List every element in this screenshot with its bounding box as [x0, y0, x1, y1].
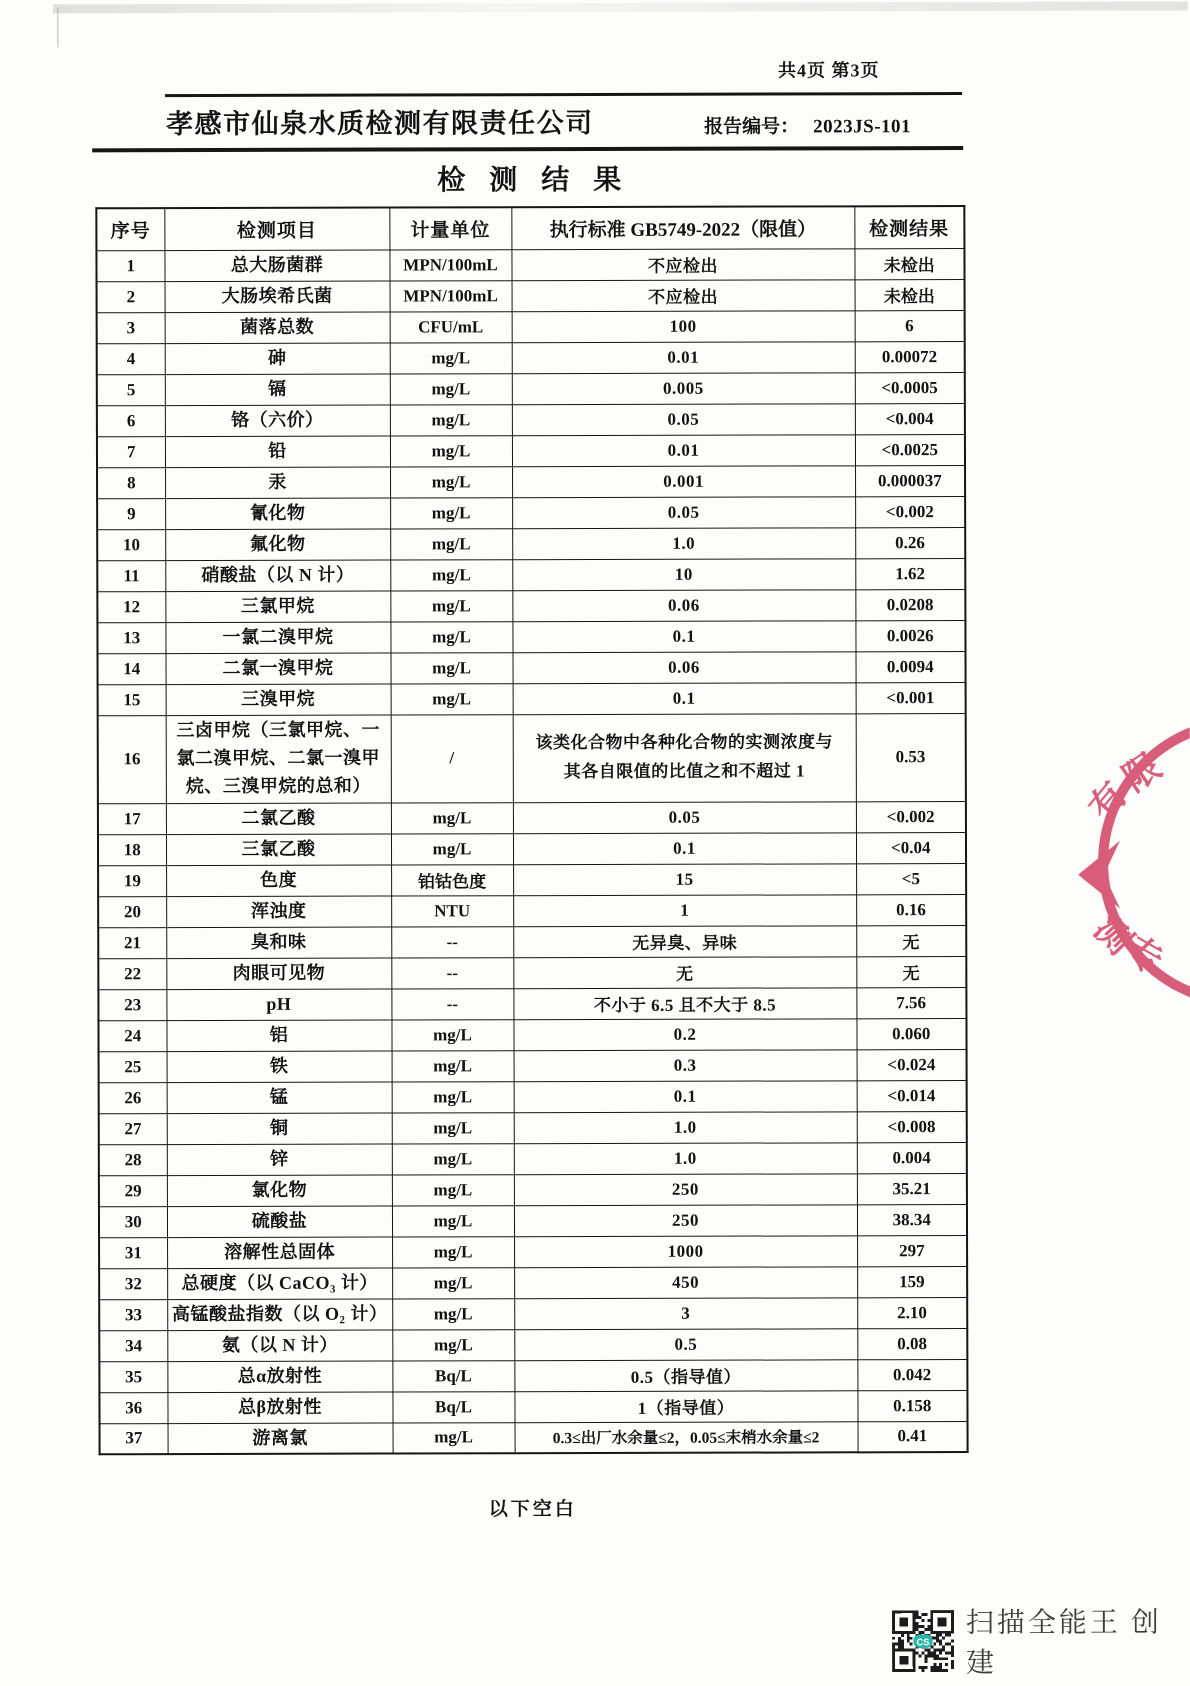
table-row: [99, 1390, 967, 1423]
cell-test-item: 总大肠菌群: [164, 250, 389, 282]
cell-test-item: 一氯二溴甲烷: [165, 622, 390, 654]
cell-standard-limit: 0.005: [512, 372, 855, 404]
table-row: [99, 1297, 967, 1330]
cell-test-item: 铝: [166, 1020, 391, 1052]
cell-standard-limit: 1.0: [514, 1142, 857, 1174]
cell-test-item: 铁: [167, 1051, 392, 1083]
cell-result: <0.024: [857, 1049, 967, 1080]
cell-unit: mg/L: [392, 1143, 514, 1174]
cell-serial-number: 37: [100, 1423, 168, 1454]
table-row: [98, 987, 966, 1020]
table-row: [98, 925, 966, 958]
cell-standard-limit: 0.06: [513, 651, 856, 683]
cell-standard-limit: 0.05: [513, 801, 856, 833]
results-table-body: [96, 248, 967, 1454]
cell-result: 0.16: [856, 894, 966, 925]
cell-unit: --: [391, 988, 513, 1019]
cell-result: 未检出: [854, 248, 964, 279]
cell-unit: MPN/100mL: [389, 249, 511, 280]
cell-test-item: 锌: [167, 1144, 392, 1176]
scan-artifact-left: [57, 7, 59, 47]
cell-unit: CFU/mL: [390, 311, 512, 342]
seal-char: 有: [1081, 774, 1136, 828]
table-row: [97, 527, 965, 560]
cell-unit: mg/L: [390, 497, 512, 528]
cell-standard-limit: 0.2: [513, 1018, 856, 1050]
table-row: [98, 1018, 966, 1051]
cell-test-item: 三溴甲烷: [166, 684, 391, 716]
cell-test-item: 氨（以 N 计）: [167, 1330, 392, 1362]
cell-unit: mg/L: [391, 833, 513, 864]
company-name: 孝感市仙泉水质检测有限责任公司: [166, 108, 594, 140]
table-row: [99, 1080, 967, 1113]
cell-test-item: 镉: [165, 374, 390, 406]
cell-test-item: 菌落总数: [165, 312, 390, 344]
cell-test-item: 氰化物: [165, 498, 390, 530]
cell-standard-limit: 3: [514, 1297, 857, 1329]
header-divider-top: [165, 92, 962, 97]
cell-unit: mg/L: [393, 1422, 515, 1453]
cell-unit: mg/L: [392, 1081, 514, 1112]
cell-standard-limit: 1000: [514, 1235, 857, 1267]
cell-unit: mg/L: [392, 1329, 514, 1360]
cell-serial-number: 5: [97, 374, 165, 405]
page-title: 检测结果: [437, 164, 646, 197]
cell-standard-limit: 1（指导值）: [514, 1390, 857, 1422]
cell-unit: mg/L: [392, 1267, 514, 1298]
table-row: [99, 1111, 967, 1144]
cell-test-item: 三氯甲烷: [165, 591, 390, 623]
cell-test-item: 砷: [165, 343, 390, 375]
cell-result: 35.21: [857, 1173, 967, 1204]
cell-result: 0.004: [857, 1142, 967, 1173]
seal-star-fragment: [1078, 841, 1120, 909]
cell-standard-limit: 450: [514, 1266, 857, 1298]
red-seal-fragment: [1028, 690, 1190, 1020]
cell-serial-number: 26: [99, 1082, 167, 1113]
scanner-app-label: 扫描全能王 创建: [965, 1607, 1162, 1680]
page-indicator: 共4页 第3页: [777, 60, 880, 81]
cell-standard-limit: 0.01: [512, 434, 855, 466]
cell-standard-limit: 0.1: [513, 682, 856, 714]
cell-unit: mg/L: [390, 373, 512, 404]
cell-unit: --: [391, 957, 513, 988]
table-header-row: [96, 206, 964, 250]
cell-serial-number: 1: [96, 250, 164, 281]
cell-test-item: 总硬度（以 CaCO₃ 计）: [167, 1268, 392, 1300]
cell-result: <0.0025: [855, 434, 965, 465]
report-number-label: 报告编号：: [704, 116, 800, 138]
cell-standard-limit: 该类化合物中各种化合物的实测浓度与其各自限值的比值之和不超过 1: [513, 713, 856, 802]
cell-standard-limit: 0.01: [512, 341, 855, 373]
cell-test-item: 浑浊度: [166, 896, 391, 928]
cell-serial-number: 11: [97, 560, 165, 591]
cell-standard-limit: 0.5（指导值）: [514, 1359, 857, 1391]
cell-serial-number: 3: [97, 312, 165, 343]
cell-standard-limit: 250: [514, 1173, 857, 1205]
cell-serial-number: 18: [98, 834, 166, 865]
cell-result: 0.26: [855, 527, 965, 558]
column-header-item: 检测项目: [164, 208, 389, 251]
table-row: [97, 496, 965, 529]
cell-test-item: 硝酸盐（以 N 计）: [165, 560, 390, 592]
table-row: [97, 434, 965, 467]
cell-unit: mg/L: [391, 802, 513, 833]
cell-test-item: 色度: [166, 865, 391, 897]
table-row: [98, 894, 966, 927]
cell-serial-number: 20: [98, 896, 166, 927]
cell-test-item: 汞: [165, 467, 390, 499]
cell-serial-number: 2: [97, 281, 165, 312]
table-row: [99, 1204, 967, 1237]
cell-test-item: 肉眼可见物: [166, 958, 391, 990]
cell-result: 0.0094: [856, 651, 966, 682]
cell-result: 0.08: [857, 1328, 967, 1359]
cell-serial-number: 8: [97, 467, 165, 498]
cell-unit: mg/L: [392, 1236, 514, 1267]
cell-test-item: pH: [166, 989, 391, 1021]
cell-result: 0.042: [857, 1359, 967, 1390]
cell-result: 297: [857, 1235, 967, 1266]
cell-result: 0.0026: [855, 620, 965, 651]
cell-unit: /: [391, 714, 513, 802]
cell-unit: mg/L: [390, 466, 512, 497]
cell-standard-limit: 0.05: [512, 496, 855, 528]
column-header-result: 检测结果: [854, 206, 964, 248]
table-row: [97, 372, 965, 405]
cell-test-item: 三卤甲烷（三氯甲烷、一氯二溴甲烷、二氯一溴甲烷、三溴甲烷的总和）: [166, 715, 391, 804]
table-row: [98, 651, 966, 684]
cell-standard-limit: 不小于 6.5 且不大于 8.5: [513, 987, 856, 1019]
report-number-line: [704, 111, 911, 139]
cell-unit: mg/L: [391, 683, 513, 714]
table-row: [97, 620, 965, 653]
cell-serial-number: 21: [98, 927, 166, 958]
table-row: [98, 863, 966, 896]
cell-unit: mg/L: [390, 528, 512, 559]
table-row: [99, 1328, 967, 1361]
cell-result: <0.04: [856, 832, 966, 863]
cell-test-item: 大肠埃希氏菌: [165, 281, 390, 313]
cell-standard-limit: 0.06: [512, 589, 855, 621]
cell-result: 0.00072: [855, 341, 965, 372]
cell-unit: Bq/L: [392, 1360, 514, 1391]
table-row: [99, 1235, 967, 1268]
cell-test-item: 硫酸盐: [167, 1206, 392, 1238]
cell-result: 0.158: [857, 1390, 967, 1421]
table-row: [98, 713, 966, 803]
cell-unit: mg/L: [391, 1019, 513, 1050]
cell-test-item: 总α放射性: [167, 1361, 392, 1393]
cell-result: <0.002: [856, 801, 966, 832]
cell-unit: mg/L: [391, 652, 513, 683]
table-row: [99, 1173, 967, 1206]
results-table: [95, 205, 968, 1455]
cell-result: 无: [856, 956, 966, 987]
report-number-value: 2023JS-101: [813, 116, 912, 138]
cell-test-item: 铜: [167, 1113, 392, 1145]
cell-serial-number: 22: [98, 958, 166, 989]
cell-result: <0.001: [856, 682, 966, 713]
table-row: [99, 1266, 967, 1299]
cell-unit: mg/L: [390, 435, 512, 466]
cell-serial-number: 34: [99, 1330, 167, 1361]
cell-serial-number: 23: [98, 989, 166, 1020]
cell-unit: mg/L: [390, 342, 512, 373]
cell-unit: mg/L: [392, 1050, 514, 1081]
cell-serial-number: 33: [99, 1299, 167, 1330]
cell-test-item: 锰: [167, 1082, 392, 1114]
cell-serial-number: 15: [98, 684, 166, 715]
table-row: [96, 248, 964, 281]
cell-result: 38.34: [857, 1204, 967, 1235]
table-row: [98, 801, 966, 834]
cell-standard-limit: 0.1: [514, 1080, 857, 1112]
cell-test-item: 高锰酸盐指数（以 O₂ 计）: [167, 1299, 392, 1331]
cell-serial-number: 13: [97, 622, 165, 653]
seal-char: 专: [1118, 928, 1170, 982]
cell-serial-number: 17: [98, 803, 166, 834]
cell-test-item: 二氯乙酸: [166, 803, 391, 835]
table-row: [99, 1359, 967, 1392]
cell-standard-limit: 0.1: [512, 620, 855, 652]
cell-unit: mg/L: [392, 1205, 514, 1236]
cell-standard-limit: 15: [513, 863, 856, 895]
cell-test-item: 铬（六价）: [165, 405, 390, 437]
table-row: [97, 341, 965, 374]
cell-unit: mg/L: [392, 1112, 514, 1143]
cell-serial-number: 12: [97, 591, 165, 622]
table-row: [97, 403, 965, 436]
cell-unit: mg/L: [390, 404, 512, 435]
cell-serial-number: 35: [99, 1361, 167, 1392]
table-row: [98, 832, 966, 865]
cell-result: <0.002: [855, 496, 965, 527]
table-row: [97, 558, 965, 591]
cell-unit: Bq/L: [392, 1391, 514, 1422]
table-row: [97, 465, 965, 498]
cell-result: 无: [856, 925, 966, 956]
cell-standard-limit: 1: [513, 894, 856, 926]
cell-serial-number: 28: [99, 1144, 167, 1175]
cell-serial-number: 36: [99, 1392, 167, 1423]
table-row: [100, 1421, 968, 1454]
cell-unit: 铂钴色度: [391, 864, 513, 895]
cell-result: 0.0208: [855, 589, 965, 620]
cell-serial-number: 6: [97, 405, 165, 436]
cell-standard-limit: 不应检出: [511, 248, 854, 280]
cell-standard-limit: 10: [512, 558, 855, 590]
table-row: [98, 682, 966, 715]
cell-standard-limit: 0.1: [513, 832, 856, 864]
cell-unit: mg/L: [392, 1298, 514, 1329]
cell-unit: MPN/100mL: [390, 280, 512, 311]
cell-unit: --: [391, 926, 513, 957]
cell-result: 0.41: [858, 1421, 968, 1452]
cell-standard-limit: 0.5: [514, 1328, 857, 1360]
cell-result: <0.014: [857, 1080, 967, 1111]
column-header-limit: 执行标准 GB5749-2022（限值）: [511, 206, 854, 249]
cell-serial-number: 7: [97, 436, 165, 467]
cell-standard-limit: 0.3≤出厂水余量≤2，0.05≤末梢水余量≤2: [515, 1421, 858, 1453]
cell-serial-number: 30: [99, 1206, 167, 1237]
qr-code: [892, 1610, 954, 1672]
cell-standard-limit: 不应检出: [512, 279, 855, 311]
cell-result: <0.008: [857, 1111, 967, 1142]
cell-serial-number: 10: [97, 529, 165, 560]
blank-below-note: 以下空白: [488, 1499, 577, 1521]
cell-unit: mg/L: [392, 1174, 514, 1205]
seal-ring: [1103, 722, 1190, 1003]
header-divider-bottom: [92, 146, 963, 152]
column-header-unit: 计量单位: [389, 207, 511, 249]
table-row: [99, 1049, 967, 1082]
cell-standard-limit: 100: [512, 310, 855, 342]
cell-result: 未检出: [855, 279, 965, 310]
cell-serial-number: 19: [98, 865, 166, 896]
cell-result: 7.56: [856, 987, 966, 1018]
cell-serial-number: 9: [97, 498, 165, 529]
cell-test-item: 二氯一溴甲烷: [166, 653, 391, 685]
cell-serial-number: 31: [99, 1237, 167, 1268]
cell-unit: mg/L: [390, 559, 512, 590]
cell-unit: mg/L: [390, 590, 512, 621]
cell-unit: mg/L: [390, 621, 512, 652]
cell-standard-limit: 1.0: [514, 1111, 857, 1143]
cell-test-item: 溶解性总固体: [167, 1237, 392, 1269]
cell-serial-number: 32: [99, 1268, 167, 1299]
table-row: [98, 956, 966, 989]
cell-test-item: 氟化物: [165, 529, 390, 561]
table-row: [97, 589, 965, 622]
cell-result: 0.53: [856, 713, 966, 801]
cell-test-item: 臭和味: [166, 927, 391, 959]
cell-serial-number: 25: [99, 1051, 167, 1082]
scan-artifact-top: [53, 1, 1188, 13]
cell-standard-limit: 0.05: [512, 403, 855, 435]
cell-result: <5: [856, 863, 966, 894]
cell-result: 0.060: [856, 1018, 966, 1049]
cell-standard-limit: 250: [514, 1204, 857, 1236]
scanner-watermark: [892, 1600, 1190, 1681]
cell-result: 159: [857, 1266, 967, 1297]
cell-result: 1.62: [855, 558, 965, 589]
cell-standard-limit: 0.3: [514, 1049, 857, 1081]
svg-text:CS: CS: [916, 1636, 930, 1648]
cell-standard-limit: 无: [513, 956, 856, 988]
seal-char: 测: [1086, 908, 1141, 963]
cell-serial-number: 24: [98, 1020, 166, 1051]
cell-result: 6: [855, 310, 965, 341]
table-row: [97, 310, 965, 343]
cell-result: <0.004: [855, 403, 965, 434]
cell-standard-limit: 无异臭、异味: [513, 925, 856, 957]
cell-result: <0.0005: [855, 372, 965, 403]
cell-test-item: 三氯乙酸: [166, 834, 391, 866]
cell-serial-number: 27: [99, 1113, 167, 1144]
cell-unit: NTU: [391, 895, 513, 926]
cell-serial-number: 16: [98, 715, 166, 803]
cell-serial-number: 29: [99, 1175, 167, 1206]
cell-standard-limit: 1.0: [512, 527, 855, 559]
cell-result: 0.000037: [855, 465, 965, 496]
cell-test-item: 氯化物: [167, 1175, 392, 1207]
column-header-no: 序号: [96, 208, 164, 250]
cell-standard-limit: 0.001: [512, 465, 855, 497]
cell-serial-number: 14: [98, 653, 166, 684]
cell-serial-number: 4: [97, 343, 165, 374]
table-row: [97, 279, 965, 312]
cell-test-item: 游离氯: [168, 1423, 393, 1455]
cell-test-item: 总β放射性: [167, 1392, 392, 1424]
cell-test-item: 铅: [165, 436, 390, 468]
seal-char: 限: [1115, 745, 1169, 800]
cell-result: 2.10: [857, 1297, 967, 1328]
table-row: [99, 1142, 967, 1175]
